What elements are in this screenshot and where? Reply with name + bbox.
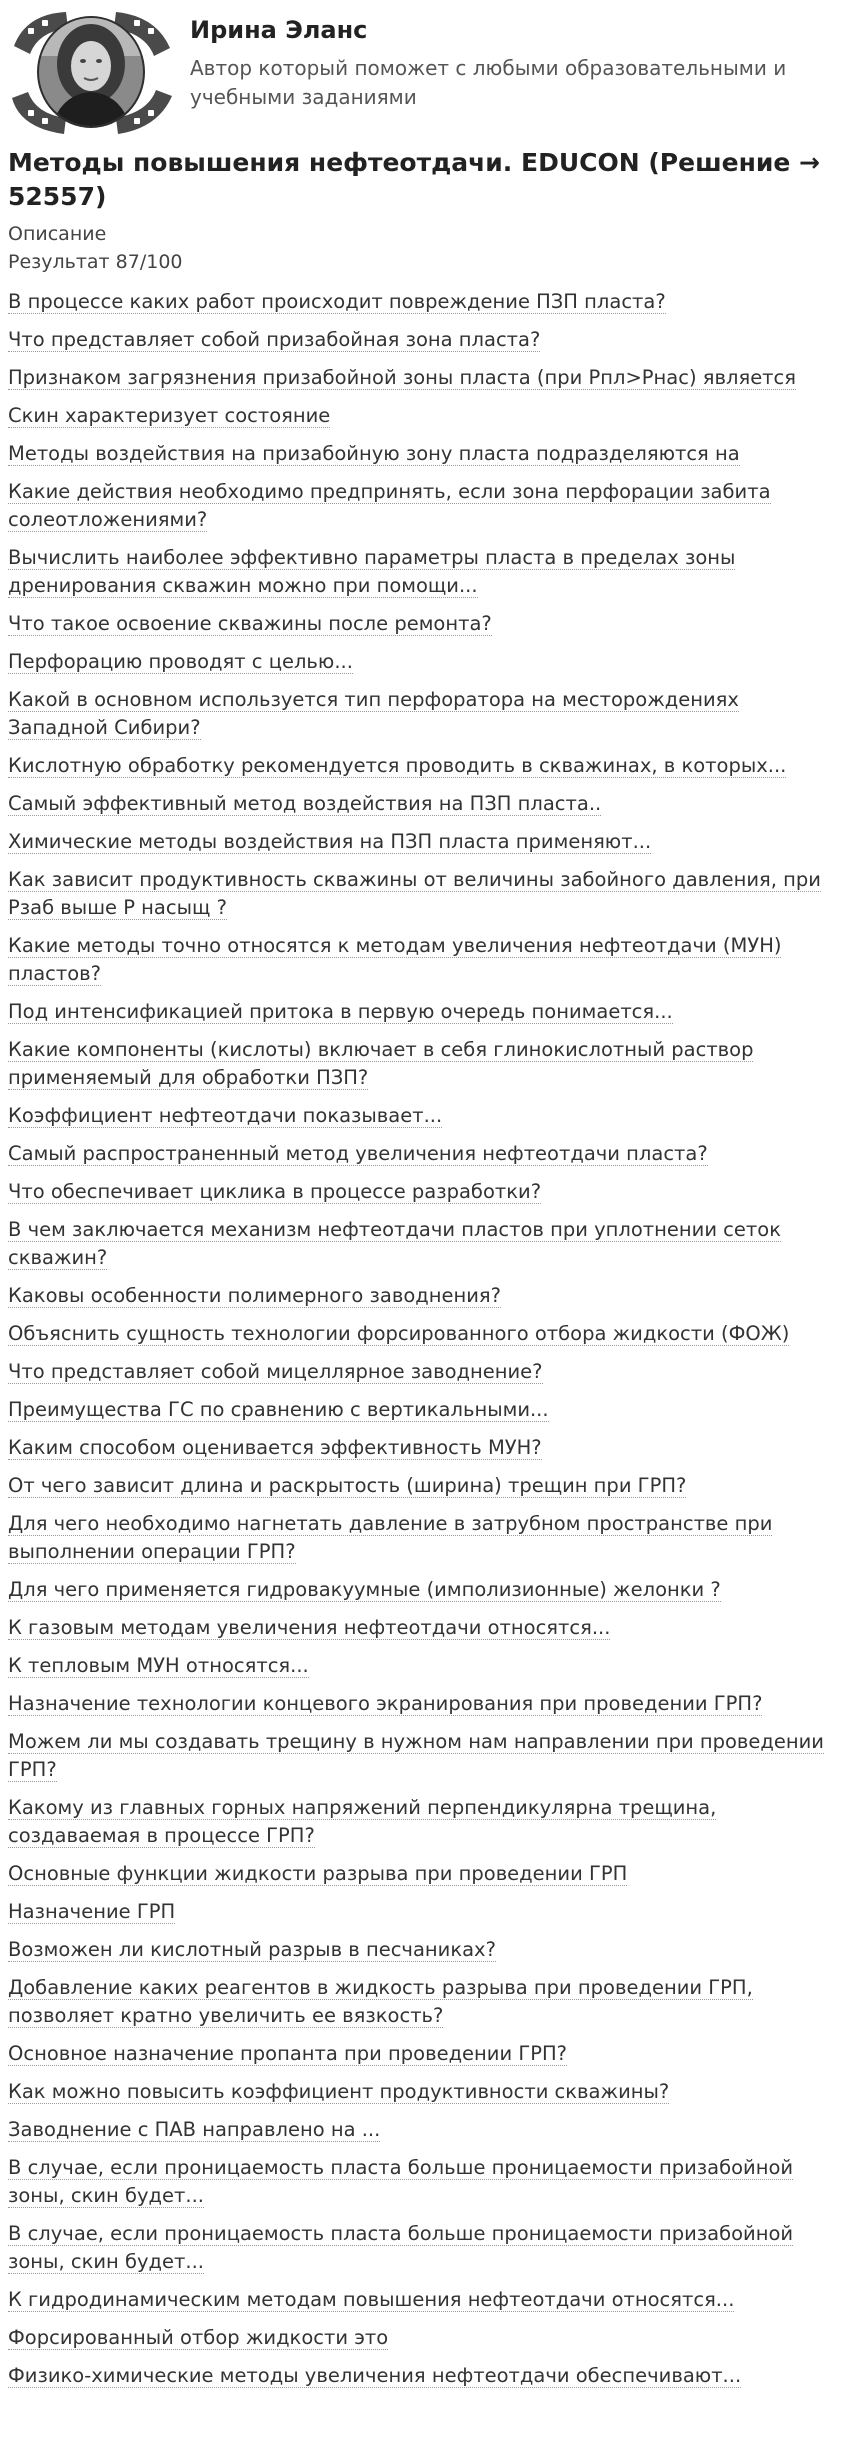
question-item: [8, 1320, 844, 1348]
question-link[interactable]: В чем заключается механизм нефтеотдачи пластов при уплотнении сеток скважин?: [8, 1218, 781, 1269]
page-title: Методы повышения нефтеотдачи. EDUCON (Решение → 52557): [8, 148, 820, 211]
author-name[interactable]: Ирина Эланс: [190, 16, 368, 44]
question-link[interactable]: Можем ли мы создавать трещину в нужном нам направлении при проведении ГРП?: [8, 1730, 824, 1781]
question-item: [8, 478, 844, 534]
question-link[interactable]: Самый эффективный метод воздействия на ПЗП пласта..: [8, 792, 602, 815]
author-description: Автор который поможет с любыми образовательными и учебными заданиями: [190, 56, 787, 109]
question-link[interactable]: К гидродинамическим методам повышения нефтеотдачи относятся...: [8, 2288, 735, 2311]
question-link[interactable]: Какие методы точно относятся к методам увеличения нефтеотдачи (МУН) пластов?: [8, 934, 782, 985]
question-item: [8, 2324, 844, 2352]
question-link[interactable]: Каким способом оценивается эффективность МУН?: [8, 1436, 542, 1459]
question-item: [8, 1794, 844, 1850]
avatar[interactable]: [6, 6, 176, 138]
question-item: [8, 1974, 844, 2030]
question-link[interactable]: Как зависит продуктивность скважины от величины забойного давления, при Рзаб выше Р насыщ ?: [8, 868, 821, 919]
question-list: [0, 276, 847, 2390]
question-item: [8, 610, 844, 638]
question-link[interactable]: В случае, если проницаемость пласта больше проницаемости призабойной зоны, скин будет...: [8, 2156, 794, 2207]
question-link[interactable]: Как можно повысить коэффициент продуктивности скважины?: [8, 2080, 670, 2103]
question-item: [8, 790, 844, 818]
question-link[interactable]: Заводнение с ПАВ направлено на ...: [8, 2118, 381, 2141]
question-item: [8, 1396, 844, 1424]
question-link[interactable]: Коэффициент нефтеотдачи показывает...: [8, 1104, 443, 1127]
question-link[interactable]: Под интенсификацией притока в первую очередь понимается...: [8, 1000, 673, 1023]
question-link[interactable]: Что обеспечивает циклика в процессе разработки?: [8, 1180, 542, 1203]
question-item: [8, 2154, 844, 2210]
question-item: [8, 932, 844, 988]
question-item: [8, 1358, 844, 1386]
question-link[interactable]: В процессе каких работ происходит повреждение ПЗП пласта?: [8, 290, 666, 313]
question-link[interactable]: К газовым методам увеличения нефтеотдачи относятся...: [8, 1616, 611, 1639]
question-link[interactable]: Признаком загрязнения призабойной зоны пласта (при Рпл>Рнас) является: [8, 366, 796, 389]
question-link[interactable]: Что такое освоение скважины после ремонта?: [8, 612, 492, 635]
question-item: [8, 440, 844, 468]
question-link[interactable]: Добавление каких реагентов в жидкость разрыва при проведении ГРП, позволяет кратно увеличить ее вязкость?: [8, 1976, 753, 2027]
question-item: [8, 326, 844, 354]
question-link[interactable]: Кислотную обработку рекомендуется проводить в скважинах, в которых...: [8, 754, 787, 777]
question-link[interactable]: Преимущества ГС по сравнению с вертикальными...: [8, 1398, 549, 1421]
question-link[interactable]: Вычислить наиболее эффективно параметры пласта в пределах зоны дренирования скважин можно при помощи...: [8, 546, 736, 597]
result-label: Результат 87/100: [8, 251, 183, 273]
question-item: [8, 1690, 844, 1718]
question-link[interactable]: Что представляет собой мицеллярное заводнение?: [8, 1360, 543, 1383]
question-item: [8, 1282, 844, 1310]
question-item: [8, 1102, 844, 1130]
question-item: [8, 828, 844, 856]
question-item: [8, 2220, 844, 2276]
question-item: [8, 998, 844, 1026]
question-link[interactable]: Основные функции жидкости разрыва при проведении ГРП: [8, 1862, 628, 1885]
question-link[interactable]: Скин характеризует состояние: [8, 404, 331, 427]
question-item: [8, 1860, 844, 1888]
question-link[interactable]: Основное назначение пропанта при проведении ГРП?: [8, 2042, 568, 2065]
question-item: [8, 544, 844, 600]
question-item: [8, 866, 844, 922]
author-card: [0, 0, 847, 138]
question-item: [8, 1576, 844, 1604]
question-item: [8, 1434, 844, 1462]
question-item: [8, 1652, 844, 1680]
question-link[interactable]: Назначение ГРП: [8, 1900, 176, 1923]
question-link[interactable]: Каковы особенности полимерного заводнения?: [8, 1284, 502, 1307]
question-link[interactable]: Что представляет собой призабойная зона пласта?: [8, 328, 541, 351]
question-link[interactable]: Объяснить сущность технологии форсированного отбора жидкости (ФОЖ): [8, 1322, 790, 1345]
question-item: [8, 752, 844, 780]
question-item: [8, 1140, 844, 1168]
question-item: [8, 2040, 844, 2068]
question-item: [8, 2116, 844, 2144]
question-link[interactable]: Возможен ли кислотный разрыв в песчаниках?: [8, 1938, 496, 1961]
question-link[interactable]: Назначение технологии концевого экранирования при проведении ГРП?: [8, 1692, 763, 1715]
question-link[interactable]: Какому из главных горных напряжений перпендикулярна трещина, создаваемая в процессе ГРП?: [8, 1796, 717, 1847]
question-link[interactable]: Для чего применяется гидровакуумные (имполизионные) желонки ?: [8, 1578, 721, 1601]
question-item: [8, 1614, 844, 1642]
question-item: [8, 1178, 844, 1206]
question-link[interactable]: Перфорацию проводят с целью...: [8, 650, 353, 673]
question-link[interactable]: Методы воздействия на призабойную зону пласта подразделяются на: [8, 442, 740, 465]
question-link[interactable]: Для чего необходимо нагнетать давление в затрубном пространстве при выполнении операции ГРП?: [8, 1512, 773, 1563]
question-item: [8, 1036, 844, 1092]
question-link[interactable]: Химические методы воздействия на ПЗП пласта применяют...: [8, 830, 652, 853]
question-item: [8, 402, 844, 430]
question-item: [8, 1472, 844, 1500]
question-item: [8, 2362, 844, 2390]
question-item: [8, 288, 844, 316]
question-link[interactable]: Форсированный отбор жидкости это: [8, 2326, 389, 2349]
user-photo-film-strip-icon: [6, 6, 176, 138]
question-link[interactable]: Какие действия необходимо предпринять, если зона перфорации забита солеотложениями?: [8, 480, 771, 531]
question-item: [8, 1728, 844, 1784]
question-link[interactable]: От чего зависит длина и раскрытость (ширина) трещин при ГРП?: [8, 1474, 687, 1497]
question-item: [8, 1510, 844, 1566]
question-link[interactable]: Физико-химические методы увеличения нефтеотдачи обеспечивают...: [8, 2364, 742, 2387]
question-item: [8, 1216, 844, 1272]
question-item: [8, 648, 844, 676]
question-item: [8, 2286, 844, 2314]
question-link[interactable]: Какие компоненты (кислоты) включает в себя глинокислотный раствор применяемый для обработки ПЗП?: [8, 1038, 754, 1089]
description-label: Описание: [8, 223, 107, 245]
question-item: [8, 364, 844, 392]
question-item: [8, 1898, 844, 1926]
question-link[interactable]: Самый распространенный метод увеличения нефтеотдачи пласта?: [8, 1142, 708, 1165]
question-item: [8, 686, 844, 742]
question-link[interactable]: К тепловым МУН относятся...: [8, 1654, 309, 1677]
question-item: [8, 1936, 844, 1964]
question-link[interactable]: Какой в основном используется тип перфоратора на месторождениях Западной Сибири?: [8, 688, 739, 739]
question-link[interactable]: В случае, если проницаемость пласта больше проницаемости призабойной зоны, скин будет...: [8, 2222, 794, 2273]
question-item: [8, 2078, 844, 2106]
